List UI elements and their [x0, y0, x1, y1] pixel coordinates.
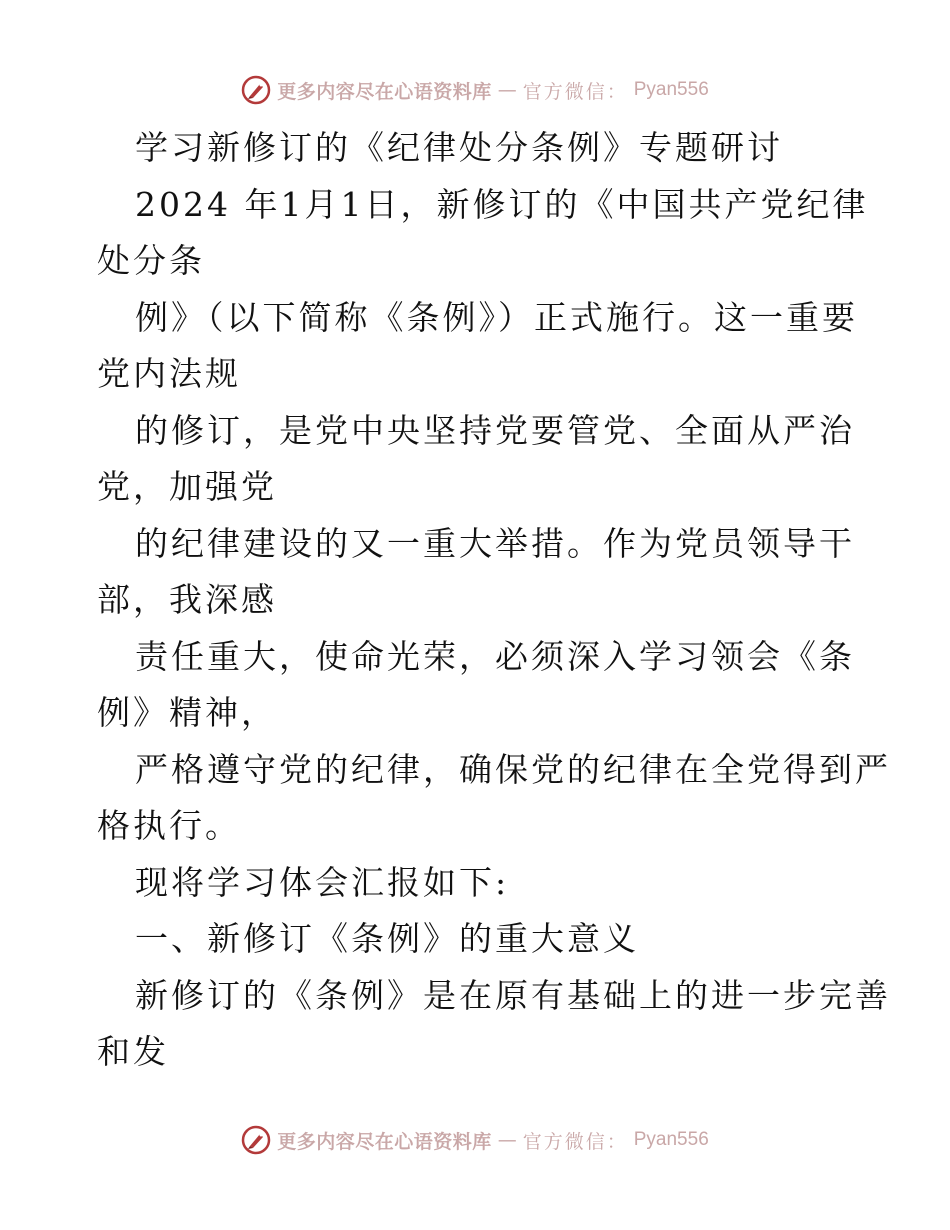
header-watermark — [0, 70, 950, 110]
pen-nib-icon — [241, 1125, 271, 1155]
watermark-site-name: 更多内容尽在心语资料库 — [277, 80, 492, 103]
text-line: 责任重大，使命光荣，必须深入学习领会《条 — [135, 636, 855, 676]
text-line: 部，我深感 — [97, 580, 277, 619]
text-line: 严格遵守党的纪律，确保党的纪律在全党得到严 — [135, 749, 891, 789]
text-line: 党内法规 — [97, 354, 241, 393]
text-line: 的修订，是党中央坚持党要管党、全面从严治 — [135, 410, 855, 450]
text-line: 的纪律建设的又一重大举措。作为党员领导干 — [135, 523, 855, 563]
watermark-separator: — — [497, 1129, 517, 1151]
pen-nib-icon — [241, 75, 271, 105]
document-body — [97, 120, 891, 1081]
text-line: 新修订的《条例》是在原有基础上的进一步完善 — [135, 975, 891, 1015]
text-line: 党，加强党 — [97, 467, 277, 506]
watermark-wechat-id: Pyan556 — [633, 1129, 709, 1150]
text-line: 学习新修订的《纪律处分条例》专题研讨 — [135, 128, 783, 167]
watermark-site-name: 更多内容尽在心语资料库 — [277, 1130, 492, 1153]
text-line: 和发 — [97, 1032, 169, 1071]
text-line: 现将学习体会汇报如下: — [135, 862, 510, 902]
text-line: 例》精神， — [97, 693, 277, 732]
text-line: 格执行。 — [97, 806, 241, 845]
watermark-separator: — — [497, 79, 517, 101]
watermark-label: 官方微信： — [522, 80, 628, 103]
text-line: 一、新修订《条例》的重大意义 — [135, 919, 639, 958]
text-line: 处分条 — [97, 241, 205, 280]
watermark-label: 官方微信： — [522, 1130, 628, 1153]
text-line: 2024 年1月1日，新修订的《中国共产党纪律 — [135, 184, 869, 224]
footer-watermark — [0, 1120, 950, 1160]
watermark-wechat-id: Pyan556 — [633, 79, 709, 100]
text-line: 例》（以下简称《条例》）正式施行。这一重要 — [135, 297, 858, 337]
